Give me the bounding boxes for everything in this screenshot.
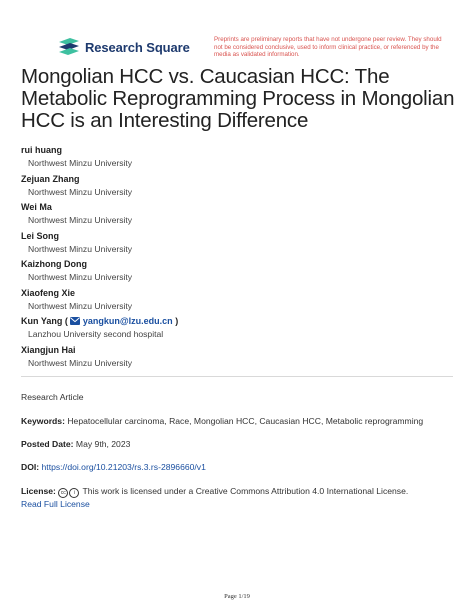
research-square-logo[interactable] bbox=[58, 37, 190, 57]
author-affiliation: Northwest Minzu University bbox=[28, 300, 133, 311]
author-entry bbox=[21, 287, 461, 316]
author-name: Kun Yang bbox=[21, 316, 63, 326]
author-affiliation: Northwest Minzu University bbox=[28, 272, 133, 282]
paper-title: Mongolian HCC vs. Caucasian HCC: The Metabolic Reprogramming Process in Mongolian HCC is an Interesting Difference bbox=[21, 65, 455, 132]
page-number: Page 1/19 bbox=[224, 593, 250, 600]
doi-line bbox=[21, 462, 206, 472]
research-square-logo-icon bbox=[58, 37, 80, 57]
keywords-line bbox=[21, 416, 423, 426]
by-attribution-icon: i bbox=[69, 488, 79, 498]
author-name: Xiangjun Hai bbox=[21, 344, 76, 355]
author-entry bbox=[21, 344, 461, 373]
author-affiliation: Lanzhou University second hospital bbox=[28, 329, 164, 339]
brand-name: Research Square bbox=[85, 39, 190, 55]
author-name: Kaizhong Dong bbox=[21, 259, 87, 269]
email-open-paren: ( bbox=[64, 316, 68, 326]
read-full-license-link[interactable]: Read Full License bbox=[21, 499, 90, 509]
posted-date-label: Posted Date: bbox=[21, 439, 74, 449]
author-entry bbox=[21, 173, 461, 202]
email-close-paren: ) bbox=[175, 316, 179, 326]
author-name: rui huang bbox=[21, 145, 62, 155]
author-name: Wei Ma bbox=[21, 202, 52, 212]
license-line bbox=[21, 486, 461, 498]
author-affiliation: Northwest Minzu University bbox=[28, 158, 133, 168]
author-name: Zejuan Zhang bbox=[21, 173, 80, 184]
license-text: This work is licensed under a Creative Commons Attribution 4.0 International License. bbox=[82, 486, 409, 496]
author-name: Xiaofeng Xie bbox=[21, 287, 76, 298]
author-entry bbox=[21, 144, 461, 173]
preprint-disclaimer: Preprints are preliminary reports that have not undergone peer review. They should not be considered conclusive, used to inform clinical practice, or referenced by the media as validated information. bbox=[214, 36, 442, 59]
author-name: Lei Song bbox=[21, 230, 59, 241]
license-label: License: bbox=[21, 486, 56, 496]
author-entry bbox=[21, 230, 461, 259]
author-name-with-email bbox=[21, 315, 461, 328]
author-email-link[interactable]: yangkun@lzu.edu.cn bbox=[82, 316, 173, 326]
author-affiliation: Northwest Minzu University bbox=[28, 186, 133, 197]
keywords-label: Keywords: bbox=[21, 416, 65, 426]
posted-date-value: May 9th, 2023 bbox=[75, 439, 131, 449]
keywords-value: Hepatocellular carcinoma, Race, Mongolian HCC, Caucasian HCC, Metabolic reprogramming bbox=[67, 416, 424, 426]
author-list bbox=[21, 144, 461, 372]
doi-link[interactable]: https://doi.org/10.21203/rs.3.rs-2896660/v1 bbox=[41, 462, 206, 472]
envelope-icon bbox=[70, 317, 80, 325]
doi-label: DOI: bbox=[21, 462, 40, 472]
author-entry bbox=[21, 258, 461, 287]
author-affiliation: Northwest Minzu University bbox=[28, 357, 133, 368]
author-affiliation: Northwest Minzu University bbox=[28, 243, 133, 254]
article-type: Research Article bbox=[21, 392, 84, 402]
author-affiliation: Northwest Minzu University bbox=[28, 215, 133, 225]
author-entry-corresponding bbox=[21, 315, 461, 344]
cc-icon: cc bbox=[58, 488, 68, 498]
section-divider bbox=[21, 376, 453, 377]
posted-date-line bbox=[21, 439, 130, 449]
author-entry bbox=[21, 201, 461, 230]
